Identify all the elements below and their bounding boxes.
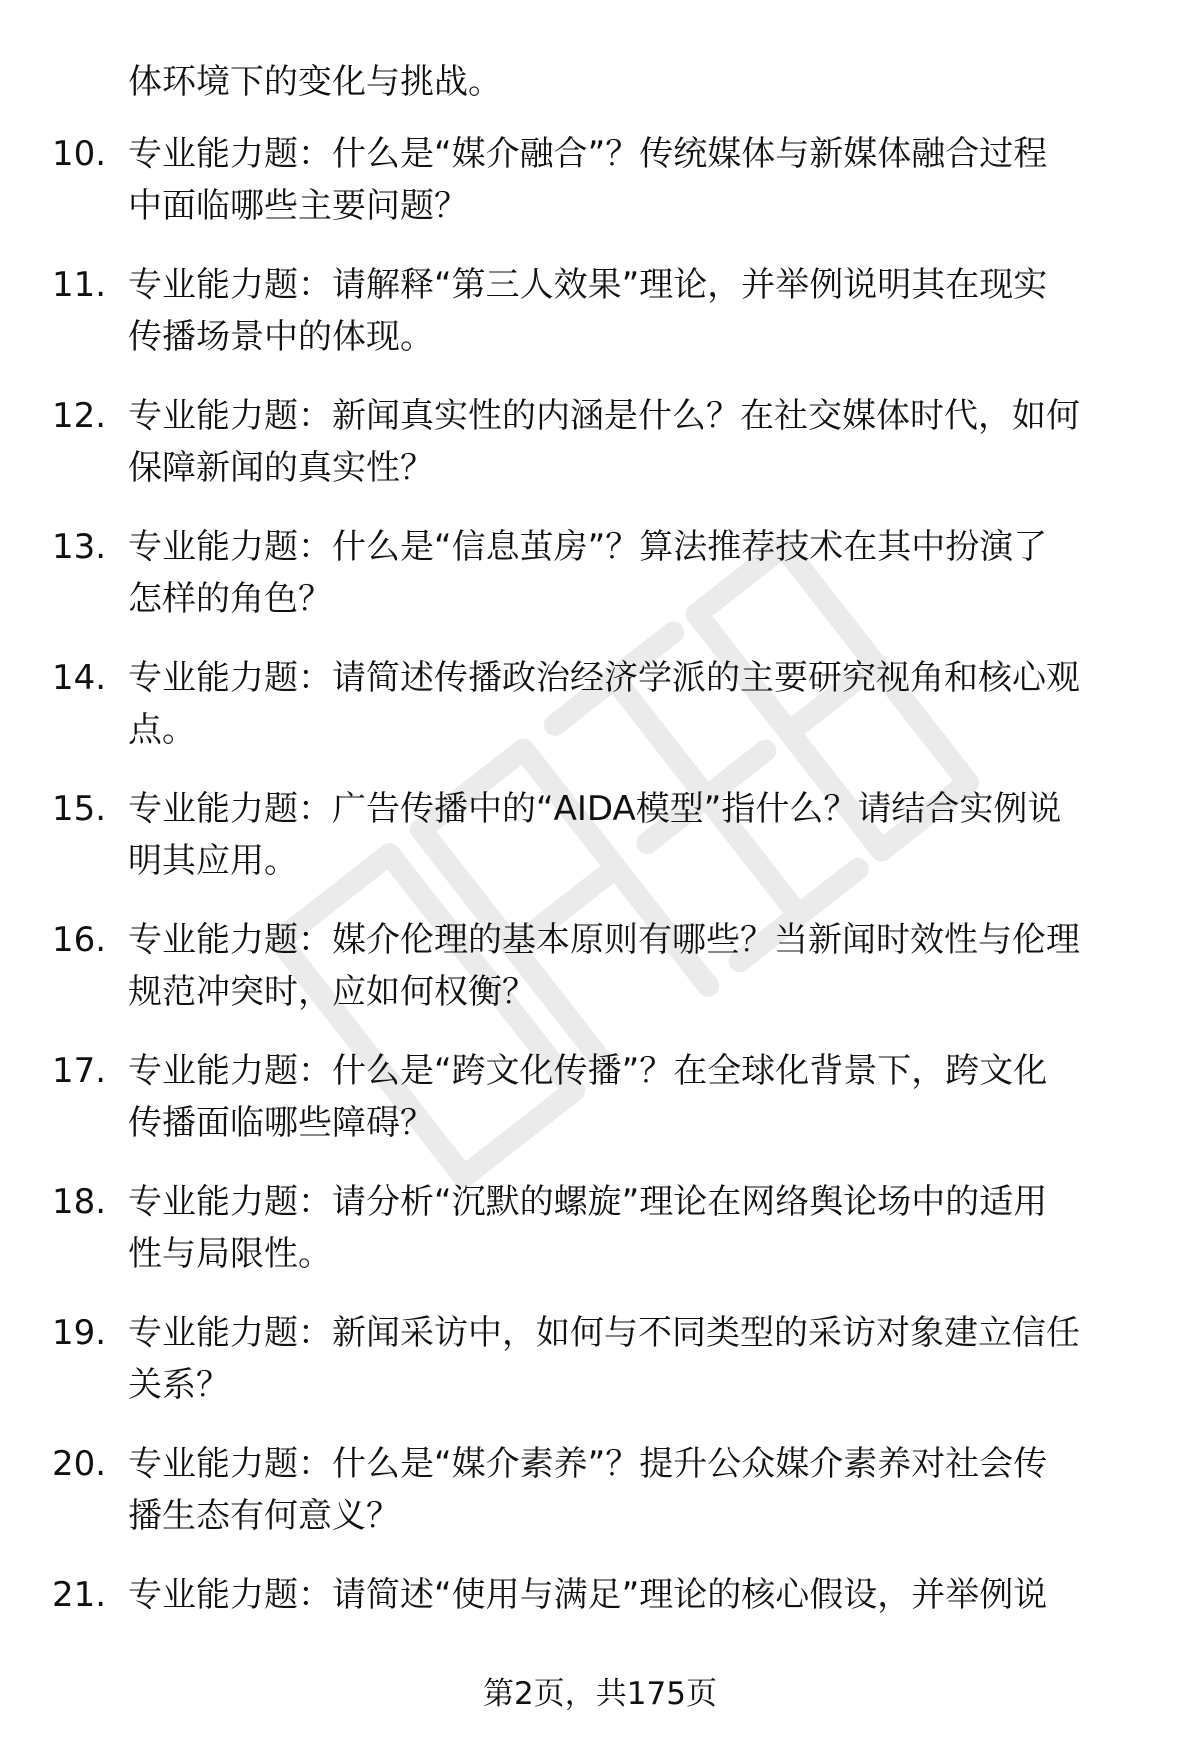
question-text: [128, 1569, 1148, 1621]
question-item: [0, 128, 1200, 259]
question-number: 14.: [52, 658, 107, 698]
question-text: [128, 1045, 1148, 1149]
question-text-line: 专业能力题：什么是“媒介素养”？提升公众媒介素养对社会传: [128, 1444, 1048, 1484]
question-text-line: 专业能力题：广告传播中的“AIDA模型”指什么？请结合实例说: [128, 789, 1062, 829]
question-text-line: 怎样的角色？: [128, 579, 332, 619]
question-number: 19.: [52, 1313, 107, 1353]
question-number: 10.: [52, 134, 107, 174]
question-text: [128, 783, 1148, 887]
continuation-line: 体环境下的变化与挑战。: [128, 62, 502, 102]
question-text-line: 传播面临哪些障碍？: [128, 1103, 434, 1143]
question-item: [0, 1045, 1200, 1176]
question-text-line: 专业能力题：请简述传播政治经济学派的主要研究视角和核心观: [128, 658, 1080, 698]
question-text: [128, 1438, 1148, 1542]
question-item: [0, 783, 1200, 914]
question-text: [128, 390, 1148, 494]
question-item: [0, 259, 1200, 390]
question-text-line: 专业能力题：媒介伦理的基本原则有哪些？当新闻时效性与伦理: [128, 920, 1080, 960]
question-list: [0, 128, 1200, 1700]
question-text-line: 专业能力题：什么是“媒介融合”？传统媒体与新媒体融合过程: [128, 134, 1048, 174]
question-text-line: 中面临哪些主要问题？: [128, 186, 468, 226]
question-item: [0, 390, 1200, 521]
question-item: [0, 1176, 1200, 1307]
question-number: 21.: [52, 1575, 107, 1615]
question-text-line: 传播场景中的体现。: [128, 317, 434, 357]
question-text: [128, 914, 1148, 1018]
question-text-line: 关系？: [128, 1365, 230, 1405]
question-text: [128, 259, 1148, 363]
page-footer: 第2页，共175页: [483, 1676, 717, 1712]
question-text: [128, 652, 1148, 756]
question-text-line: 播生态有何意义？: [128, 1496, 400, 1536]
question-number: 16.: [52, 920, 107, 960]
question-text-line: 保障新闻的真实性？: [128, 448, 434, 488]
question-text: [128, 521, 1148, 625]
question-number: 13.: [52, 527, 107, 567]
question-item: [0, 1307, 1200, 1438]
question-text-line: 专业能力题：请解释“第三人效果”理论，并举例说明其在现实: [128, 265, 1048, 305]
question-text-line: 规范冲突时，应如何权衡？: [128, 972, 536, 1012]
question-number: 11.: [52, 265, 107, 305]
question-text-line: 专业能力题：新闻真实性的内涵是什么？在社交媒体时代，如何: [128, 396, 1080, 436]
question-text: [128, 1307, 1148, 1411]
question-number: 15.: [52, 789, 107, 829]
question-item: [0, 521, 1200, 652]
question-text-line: 专业能力题：什么是“跨文化传播”？在全球化背景下，跨文化: [128, 1051, 1048, 1091]
question-text-line: 专业能力题：请简述“使用与满足”理论的核心假设，并举例说: [128, 1575, 1048, 1615]
question-number: 20.: [52, 1444, 107, 1484]
question-text-line: 专业能力题：什么是“信息茧房”？算法推荐技术在其中扮演了: [128, 527, 1048, 567]
question-text-line: 点。: [128, 710, 196, 750]
question-text-line: 专业能力题：新闻采访中，如何与不同类型的采访对象建立信任: [128, 1313, 1080, 1353]
question-item: [0, 652, 1200, 783]
question-text-line: 性与局限性。: [128, 1234, 332, 1274]
question-number: 17.: [52, 1051, 107, 1091]
question-text-line: 明其应用。: [128, 841, 298, 881]
question-item: [0, 914, 1200, 1045]
question-item: [0, 1438, 1200, 1569]
question-number: 18.: [52, 1182, 107, 1222]
question-number: 12.: [52, 396, 107, 436]
question-text: [128, 1176, 1148, 1280]
question-text: [128, 128, 1148, 232]
question-text-line: 专业能力题：请分析“沉默的螺旋”理论在网络舆论场中的适用: [128, 1182, 1048, 1222]
